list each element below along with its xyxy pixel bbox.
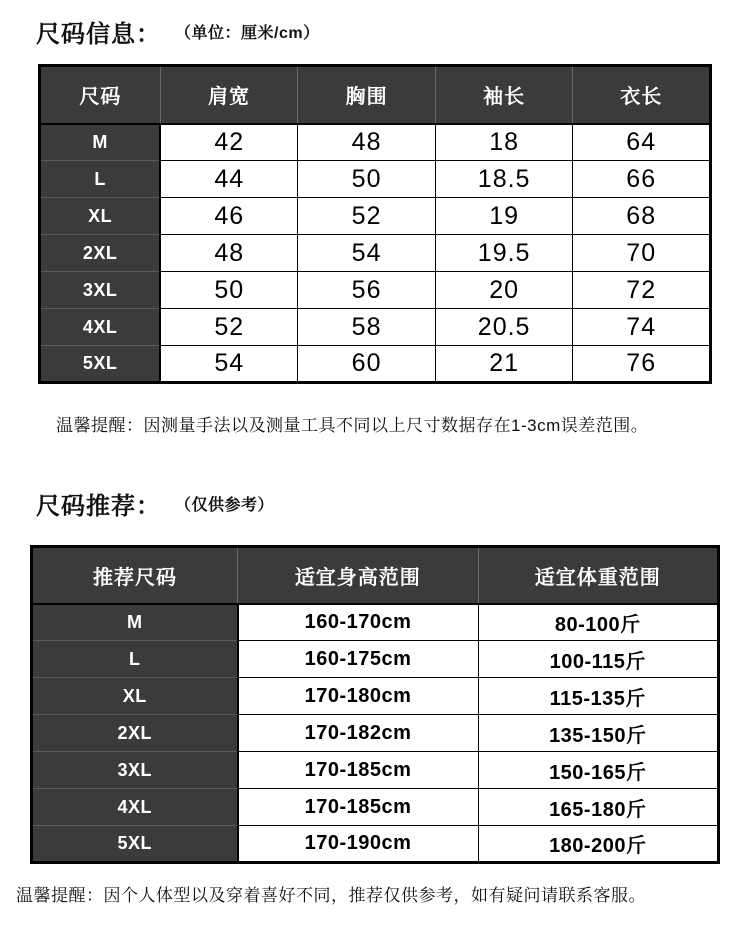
recommend-row-xl	[32, 678, 719, 715]
size-label: L	[32, 641, 238, 678]
col-header-chest: 胸围	[298, 66, 436, 124]
chest-value: 60	[298, 346, 436, 383]
body-type-note: 温馨提醒：因个人体型以及穿着喜好不同，推荐仅供参考，如有疑问请联系客服。	[16, 886, 646, 905]
measurement-tolerance-note: 温馨提醒：因测量手法以及测量工具不同以上尺寸数据存在1-3cm误差范围。	[56, 416, 649, 435]
height-range-value: 170-185cm	[238, 752, 478, 789]
size-row-m	[40, 124, 711, 161]
height-range-value: 160-170cm	[238, 604, 478, 641]
chest-value: 56	[298, 272, 436, 309]
length-value: 72	[573, 272, 711, 309]
sleeve-value: 19.5	[435, 235, 573, 272]
shoulder-value: 48	[160, 235, 298, 272]
size-row-3xl	[40, 272, 711, 309]
weight-range-value: 165-180斤	[478, 789, 718, 826]
col-header-length: 衣长	[573, 66, 711, 124]
size-label: 2XL	[40, 235, 161, 272]
size-label: XL	[32, 678, 238, 715]
col-header-sleeve: 袖长	[435, 66, 573, 124]
size-recommend-heading	[36, 486, 750, 521]
size-label: XL	[40, 198, 161, 235]
size-info-table	[38, 64, 712, 384]
height-range-value: 170-180cm	[238, 678, 478, 715]
length-value: 64	[573, 124, 711, 161]
size-row-5xl	[40, 346, 711, 383]
height-range-value: 170-185cm	[238, 789, 478, 826]
size-label: 3XL	[40, 272, 161, 309]
sleeve-value: 18.5	[435, 161, 573, 198]
weight-range-value: 80-100斤	[478, 604, 718, 641]
shoulder-value: 46	[160, 198, 298, 235]
weight-range-value: 115-135斤	[478, 678, 718, 715]
size-label: L	[40, 161, 161, 198]
recommend-row-3xl	[32, 752, 719, 789]
shoulder-value: 44	[160, 161, 298, 198]
chest-value: 50	[298, 161, 436, 198]
sleeve-value: 20	[435, 272, 573, 309]
size-recommend-title: 尺码推荐：	[36, 493, 161, 520]
height-range-value: 170-190cm	[238, 826, 478, 863]
chest-value: 48	[298, 124, 436, 161]
chest-value: 54	[298, 235, 436, 272]
col-header-weight-range: 适宜体重范围	[478, 547, 718, 604]
recommend-row-2xl	[32, 715, 719, 752]
size-recommend-ref-label: （仅供参考）	[175, 497, 275, 514]
size-row-xl	[40, 198, 711, 235]
recommend-row-4xl	[32, 789, 719, 826]
recommend-row-5xl	[32, 826, 719, 863]
size-label: 2XL	[32, 715, 238, 752]
weight-range-value: 180-200斤	[478, 826, 718, 863]
size-label: 3XL	[32, 752, 238, 789]
shoulder-value: 54	[160, 346, 298, 383]
size-info-title: 尺码信息：	[36, 21, 161, 48]
col-header-recommend-size: 推荐尺码	[32, 547, 238, 604]
height-range-value: 170-182cm	[238, 715, 478, 752]
size-row-l	[40, 161, 711, 198]
chest-value: 58	[298, 309, 436, 346]
recommend-row-l	[32, 641, 719, 678]
col-header-height-range: 适宜身高范围	[238, 547, 478, 604]
recommend-row-m	[32, 604, 719, 641]
col-header-shoulder: 肩宽	[160, 66, 298, 124]
length-value: 70	[573, 235, 711, 272]
size-info-header-row	[40, 66, 711, 124]
sleeve-value: 20.5	[435, 309, 573, 346]
size-row-2xl	[40, 235, 711, 272]
shoulder-value: 52	[160, 309, 298, 346]
chest-value: 52	[298, 198, 436, 235]
length-value: 66	[573, 161, 711, 198]
col-header-size: 尺码	[40, 66, 161, 124]
weight-range-value: 150-165斤	[478, 752, 718, 789]
size-label: 4XL	[32, 789, 238, 826]
shoulder-value: 42	[160, 124, 298, 161]
size-label: M	[40, 124, 161, 161]
size-info-unit-label: （单位：厘米/cm）	[175, 25, 320, 42]
size-label: 5XL	[40, 346, 161, 383]
size-info-heading	[36, 14, 750, 49]
weight-range-value: 100-115斤	[478, 641, 718, 678]
shoulder-value: 50	[160, 272, 298, 309]
size-row-4xl	[40, 309, 711, 346]
size-label: M	[32, 604, 238, 641]
sleeve-value: 21	[435, 346, 573, 383]
height-range-value: 160-175cm	[238, 641, 478, 678]
sleeve-value: 19	[435, 198, 573, 235]
size-label: 5XL	[32, 826, 238, 863]
sleeve-value: 18	[435, 124, 573, 161]
size-recommend-table	[30, 545, 720, 864]
recommend-header-row	[32, 547, 719, 604]
length-value: 68	[573, 198, 711, 235]
size-label: 4XL	[40, 309, 161, 346]
length-value: 76	[573, 346, 711, 383]
weight-range-value: 135-150斤	[478, 715, 718, 752]
length-value: 74	[573, 309, 711, 346]
